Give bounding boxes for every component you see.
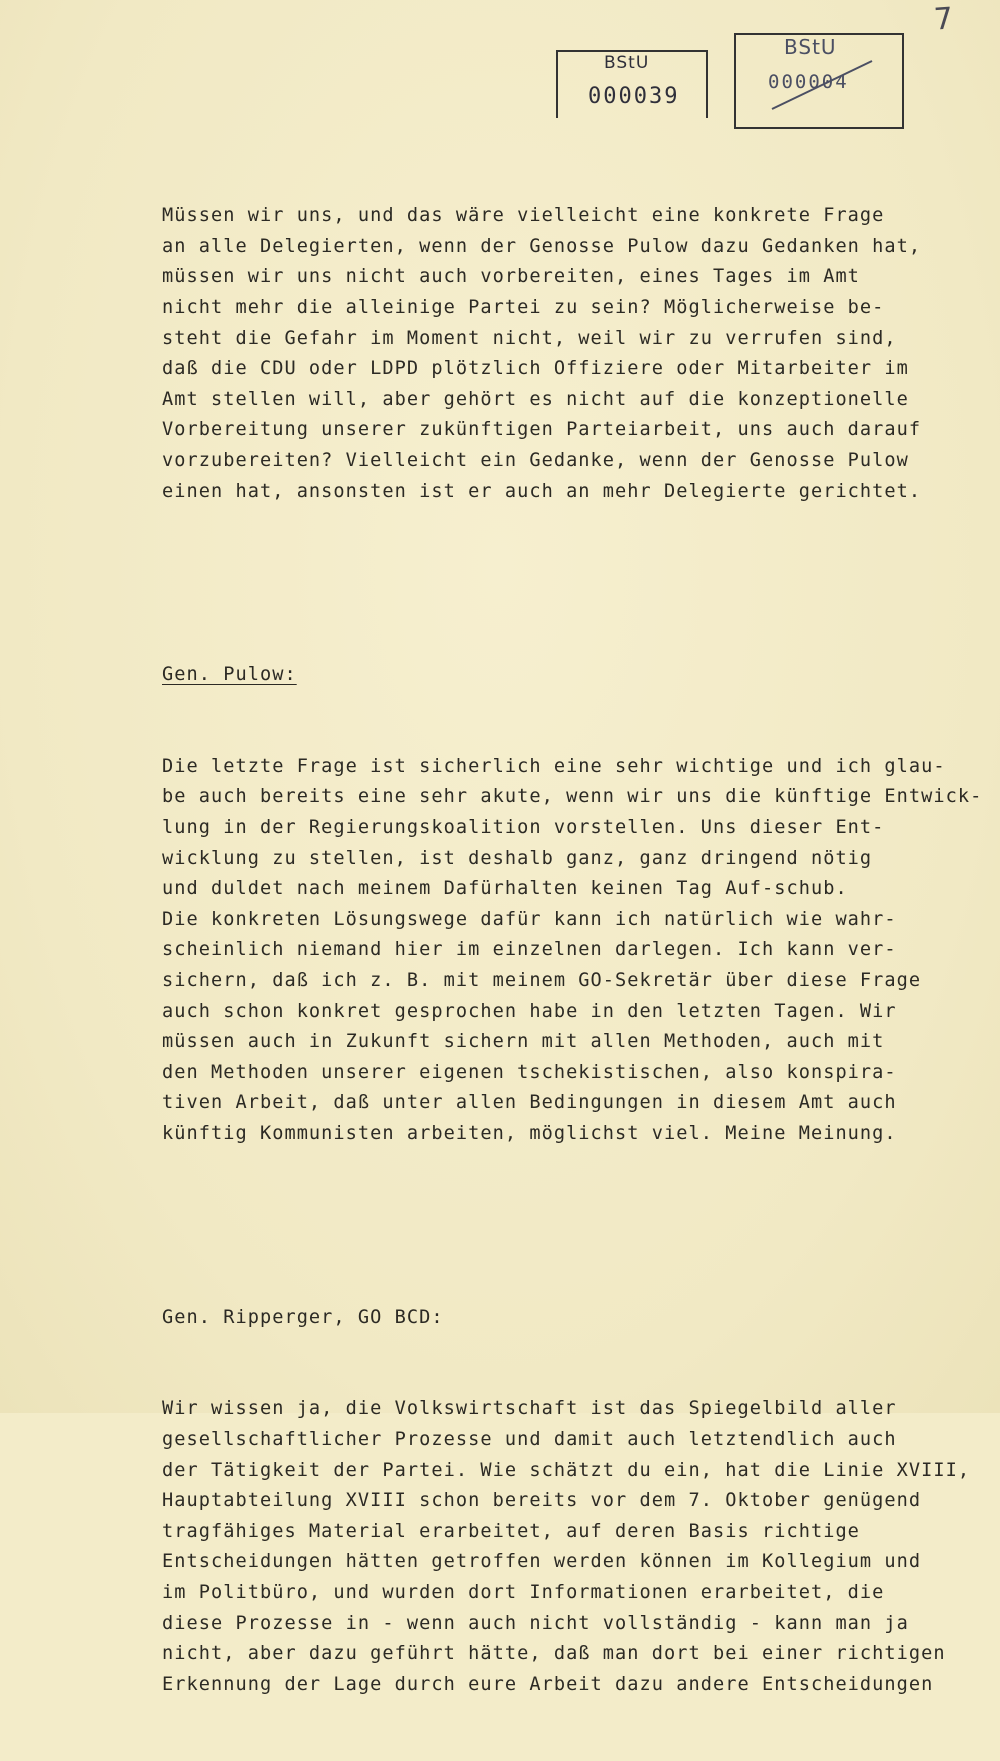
text-line: Müssen wir uns, und das wäre vielleicht eine konkrete Frage (162, 205, 885, 227)
stamp-number: 000039 (588, 84, 680, 109)
text-line: sichern, daß ich z. B. mit meinem GO-Sekretär über diese Frage (162, 970, 922, 992)
text-line: müssen wir uns nicht auch vorbereiten, eines Tages im Amt (162, 266, 860, 288)
text-line: an alle Delegierten, wenn der Genosse Pulow dazu Gedanken hat, (162, 235, 922, 257)
text-line: scheinlich niemand hier im einzelnen darlegen. Ich kann ver- (162, 939, 897, 961)
text-line: einen hat, ansonsten ist er auch an mehr Delegierte gerichtet. (162, 480, 922, 502)
text-line: nicht, aber dazu geführt hätte, daß man dort bei einer richtigen (162, 1643, 946, 1665)
text-line: Die konkreten Lösungswege dafür kann ich natürlich wie wahr- (162, 908, 897, 930)
text-line: müssen auch in Zukunft sichern mit allen Methoden, auch mit (162, 1031, 885, 1053)
handwritten-page-number: 7 (932, 1, 955, 38)
stamp-label: BStU (604, 53, 650, 73)
text-line: Vorbereitung unserer zukünftigen Parteiarbeit, uns auch darauf (162, 419, 922, 441)
text-line: und duldet nach meinem Dafürhalten keinen Tag Auf-schub. (162, 878, 848, 900)
text-line: tragfähiges Material erarbeitet, auf deren Basis richtige (162, 1520, 860, 1542)
text-line: steht die Gefahr im Moment nicht, weil wir zu verrufen sind, (162, 327, 897, 349)
paragraph-question (162, 201, 962, 507)
text-line: im Politbüro, und wurden dort Informationen erarbeitet, die (162, 1581, 885, 1603)
text-line: gesellschaftlicher Prozesse und damit auch letztendlich auch (162, 1428, 897, 1450)
text-line: Hauptabteilung XVIII schon bereits vor dem 7. Oktober genügend (162, 1490, 922, 1512)
stamp-label: BStU (784, 35, 837, 59)
paragraph-answer (162, 752, 983, 1150)
speaker-label: Gen. Ripperger, GO BCD: (162, 1306, 444, 1328)
text-line: tiven Arbeit, daß unter allen Bedingungen in diesem Amt auch (162, 1092, 897, 1114)
paragraph-question-2 (162, 1394, 971, 1700)
text-line: vorzubereiten? Vielleicht ein Gedanke, wenn der Genosse Pulow (162, 449, 909, 471)
text-line: nicht mehr die alleinige Partei zu sein? Möglicherweise be- (162, 296, 885, 318)
text-line: Erkennung der Lage durch eure Arbeit dazu andere Entscheidungen (162, 1673, 934, 1695)
strikethrough-mark (764, 55, 884, 115)
archive-stamp-1 (556, 50, 706, 118)
text-line: der Tätigkeit der Partei. Wie schätzt du ein, hat die Linie XVIII, (162, 1459, 971, 1481)
text-line: diese Prozesse in - wenn auch nicht vollständig - kann man ja (162, 1612, 909, 1634)
document-body (162, 140, 983, 1761)
text-line: wicklung zu stellen, ist deshalb ganz, ganz dringend nötig (162, 847, 873, 869)
text-line: Wir wissen ja, die Volkswirtschaft ist das Spiegelbild aller (162, 1398, 897, 1420)
text-line: auch schon konkret gesprochen habe in den letzten Tagen. Wir (162, 1000, 897, 1022)
text-line: künftig Kommunisten arbeiten, möglichst viel. Meine Meinung. (162, 1123, 897, 1144)
text-line: den Methoden unserer eigenen tschekistischen, also konspira- (162, 1061, 897, 1083)
text-line: Amt stellen will, aber gehört es nicht auf die konzeptionelle (162, 388, 909, 410)
text-line: Die letzte Frage ist sicherlich eine sehr wichtige und ich glau- (162, 755, 946, 777)
archive-stamp-2 (734, 33, 904, 129)
text-line: lung in der Regierungskoalition vorstellen. Uns dieser Ent- (162, 817, 885, 839)
stamp-number: 000004 (768, 71, 849, 93)
text-line: daß die CDU oder LDPD plötzlich Offiziere oder Mitarbeiter im (162, 358, 909, 380)
text-line: Entscheidungen hätten getroffen werden können im Kollegium und (162, 1551, 922, 1573)
speaker-label: Gen. Pulow: (162, 664, 297, 686)
text-line: be auch bereits eine sehr akute, wenn wir uns die künftige Entwick- (162, 786, 983, 808)
